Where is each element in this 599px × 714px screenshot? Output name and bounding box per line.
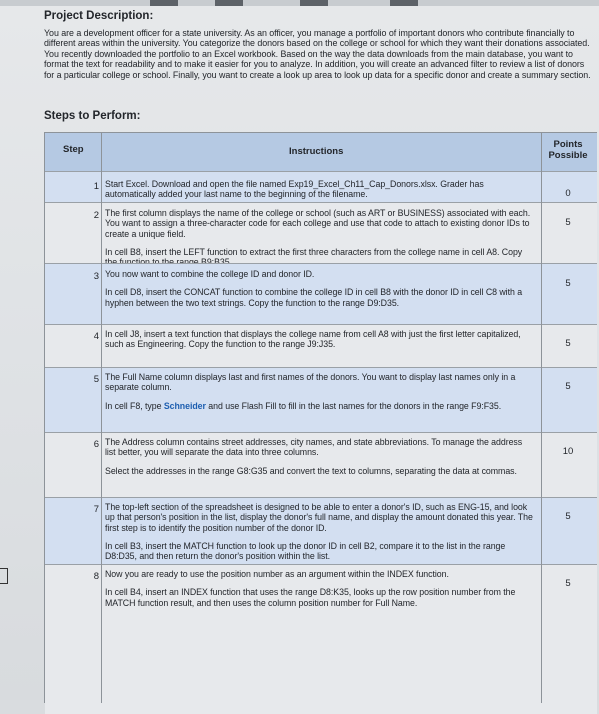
- instruction-paragraph: In cell B3, insert the MATCH function to look up the donor ID in cell B2, compare it to the list in the range D8:D35, and then return the donor's position within the list.: [105, 540, 506, 562]
- points-value: 5: [565, 381, 571, 392]
- instruction-text: [105, 208, 535, 267]
- step-number: 7: [93, 504, 99, 515]
- instruction-paragraph: In cell D8, insert the CONCAT function to combine the college ID in cell B8 with the donor ID in cell C8 with a hyphen between the two text strings. Copy the function to the range D9:D35.: [105, 287, 523, 308]
- row-divider: [45, 263, 597, 264]
- instruction-paragraph: Start Excel. Download and open the file named Exp19_Excel_Ch11_Cap_Donors.xlsx. Grader has automatically added your last name to the beginning of the filename.: [105, 179, 484, 200]
- points-value: 5: [565, 511, 571, 522]
- points-value: 5: [565, 338, 571, 349]
- instruction-text: [105, 372, 535, 411]
- table-row: [45, 263, 597, 324]
- instruction-paragraph: The first column displays the name of the college or school (such as ART or BUSINESS) associated with each. You want to assign a three-character code for each college and use that code to attach to existing donor IDs to create a unique field.: [105, 208, 531, 239]
- row-divider: [45, 367, 597, 368]
- instruction-paragraph: You now want to combine the college ID and donor ID.: [105, 269, 315, 279]
- instruction-text: [105, 502, 535, 561]
- table-row: [45, 202, 597, 263]
- instruction-paragraph: The Full Name column displays last and first names of the donors. You want to display last names only in a separate column.: [105, 372, 516, 393]
- header-points-possible: Points Possible: [548, 139, 588, 161]
- table-header-row: [45, 133, 597, 172]
- column-divider: [101, 133, 102, 703]
- screen-top-edge: [0, 0, 599, 6]
- points-value: 5: [565, 278, 571, 289]
- table-row: [45, 497, 597, 564]
- row-divider: [45, 324, 597, 325]
- table-row: [45, 367, 597, 432]
- project-description-text: You are a development officer for a state university. As an officer, you manage a portfolio of important donors who contribute financially to different areas within the university. You categorize the donors based on the college or school for which they want their donations associated. You recently downloaded the portfolio to an Excel workbook. Based on the way the data downloads from the main database, you want to format the text for readability and to make it easier for you to analyze. In addition, you will create an advanced filter to review a list of donors for a particular college or school. Finally, you want to create a look up area to look up data for a specific donor and create a summary section.: [44, 28, 591, 80]
- points-value: 5: [565, 578, 571, 589]
- instruction-text: [105, 569, 535, 608]
- points-value: 0: [565, 188, 571, 199]
- highlighted-input-value: Schneider: [163, 400, 206, 411]
- table-row: [45, 432, 597, 497]
- step-number: 5: [93, 374, 99, 385]
- margin-bracket-mark: [0, 568, 8, 584]
- project-description-heading: Project Description:: [44, 10, 154, 22]
- step-number: 3: [93, 271, 99, 282]
- instruction-text: [105, 269, 535, 308]
- row-divider: [45, 432, 597, 433]
- header-instructions: Instructions: [289, 146, 344, 157]
- instruction-paragraph: The Address column contains street addresses, city names, and state abbreviations. To manage the address list better, you will separate the data into three columns.: [105, 437, 523, 458]
- table-row: [45, 564, 597, 714]
- steps-table: [44, 132, 597, 703]
- instruction-paragraph: The top-left section of the spreadsheet is designed to be able to enter a donor's ID, such as ENG-15, and look up that person's position in the list, display the donor's full name, and display the amount donated this year. The first step is to identify the position number of the donor ID.: [105, 502, 533, 533]
- row-divider: [45, 171, 597, 172]
- step-number: 4: [93, 331, 99, 342]
- step-number: 6: [93, 439, 99, 450]
- instruction-paragraph: Select the addresses in the range G8:G35 and convert the text to columns, separating the data at commas.: [105, 465, 517, 476]
- row-divider: [45, 202, 597, 203]
- step-number: 2: [93, 210, 99, 221]
- instruction-text: [105, 179, 535, 200]
- points-value: 5: [565, 217, 571, 228]
- instruction-paragraph: Now you are ready to use the position number as an argument within the INDEX function.: [105, 569, 449, 579]
- instruction-text: [105, 329, 535, 350]
- instruction-text: [105, 437, 535, 476]
- steps-heading: Steps to Perform:: [44, 110, 141, 122]
- step-number: 8: [93, 571, 99, 582]
- instruction-paragraph: In cell B8, insert the LEFT function to extract the first three characters from the college name in cell A8. Copy: [105, 246, 523, 257]
- header-step: Step: [63, 144, 84, 155]
- row-divider: [45, 497, 597, 498]
- table-row: [45, 324, 597, 367]
- instruction-paragraph: In cell F8, type Schneider and use Flash Fill to fill in the last names for the donors in the range F9:F35.: [105, 400, 502, 411]
- row-divider: [45, 564, 597, 565]
- instruction-paragraph: In cell J8, insert a text function that displays the college name from cell A8 with just the first letter capitalized, such as Engineering. Copy the function to the range J9:J35.: [105, 329, 521, 350]
- points-value: 10: [562, 446, 574, 457]
- instruction-paragraph: In cell B4, insert an INDEX function that uses the range D8:K35, looks up the row position number from the MATCH function result, and then uses the column position number for Full Name.: [105, 587, 516, 608]
- column-divider: [541, 133, 542, 703]
- table-row: [45, 171, 597, 202]
- step-number: 1: [93, 181, 99, 192]
